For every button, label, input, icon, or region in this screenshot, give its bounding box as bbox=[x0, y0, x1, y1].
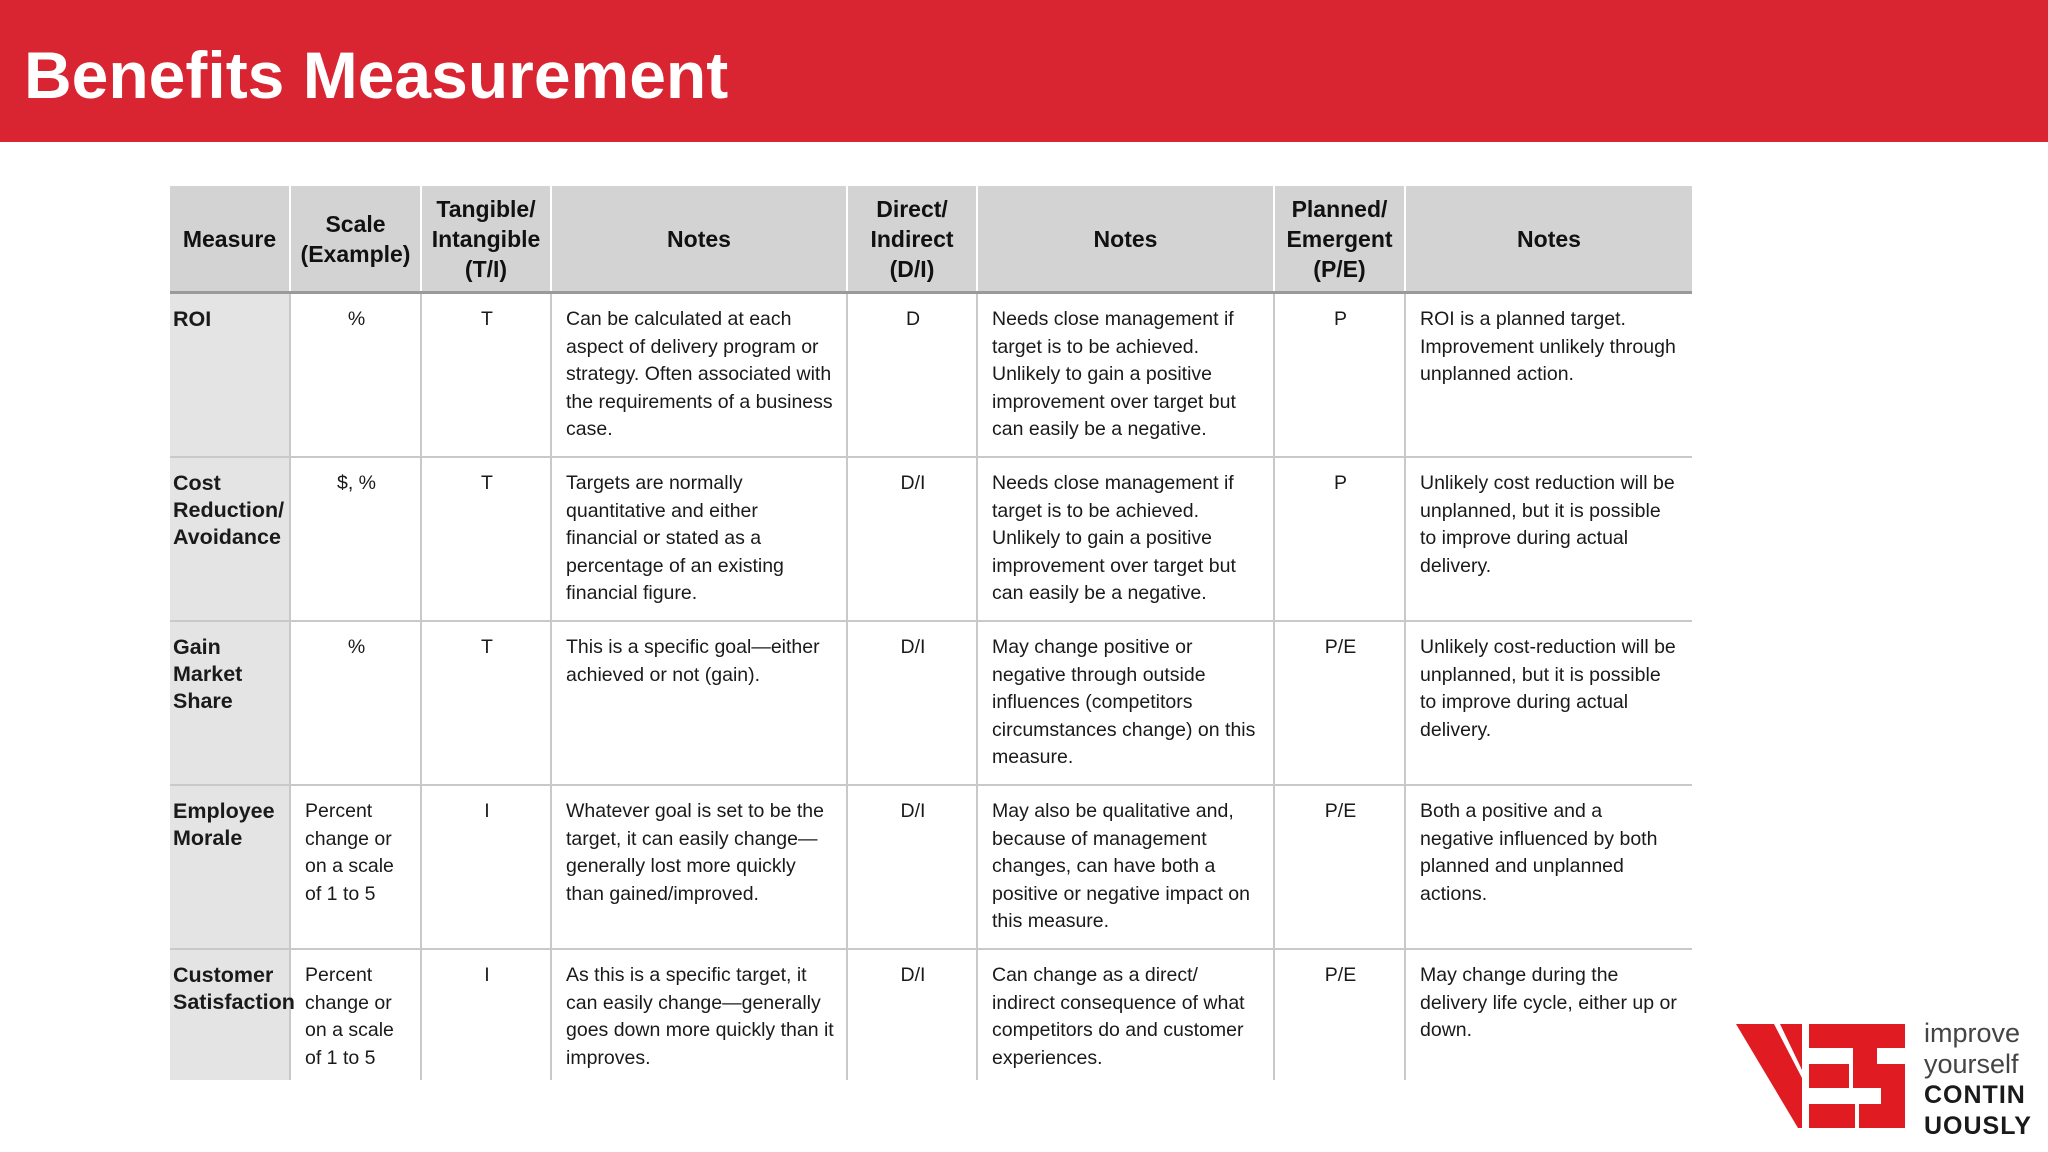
tangible-cell: T bbox=[421, 293, 551, 458]
benefits-table bbox=[170, 186, 1692, 1080]
column-header-measure: Measure bbox=[170, 186, 290, 293]
planned-cell: P bbox=[1274, 457, 1405, 621]
column-header-notes-3: Notes bbox=[1405, 186, 1692, 293]
notes-cell: This is a specific goal—either achieved or not (gain). bbox=[551, 621, 847, 785]
page-title: Benefits Measurement bbox=[24, 38, 729, 112]
notes-cell: May change during the delivery life cycle, either up or down. bbox=[1405, 949, 1692, 1080]
notes-cell: May also be qualitative and, because of management changes, can have both a positive or negative impact on this measure. bbox=[977, 785, 1274, 949]
notes-cell: Targets are normally quantitative and either financial or stated as a percentage of an existing financial figure. bbox=[551, 457, 847, 621]
notes-cell: Can change as a direct/ indirect consequence of what competitors do and customer experiences. bbox=[977, 949, 1274, 1080]
notes-cell: ROI is a planned target. Improvement unlikely through unplanned action. bbox=[1405, 293, 1692, 458]
direct-cell: D/I bbox=[847, 621, 977, 785]
column-header-tangible-intangible: Tangible/ Intangible (T/I) bbox=[421, 186, 551, 293]
tangible-cell: T bbox=[421, 621, 551, 785]
measure-cell: Gain Market Share bbox=[170, 621, 290, 785]
logo-e-bar-mid bbox=[1809, 1064, 1849, 1088]
measure-cell: Customer Satisfaction bbox=[170, 949, 290, 1080]
notes-cell: Whatever goal is set to be the target, it can easily change—generally lost more quickly than gained/improved. bbox=[551, 785, 847, 949]
direct-cell: D/I bbox=[847, 785, 977, 949]
table-header-row bbox=[170, 186, 1692, 293]
planned-cell: P/E bbox=[1274, 785, 1405, 949]
logo-e-bar-bottom bbox=[1809, 1104, 1855, 1128]
title-bar bbox=[0, 0, 2048, 142]
scale-cell: Percent change or on a scale of 1 to 5 bbox=[290, 949, 421, 1080]
notes-cell: Can be calculated at each aspect of delivery program or strategy. Often associated with the requirements of a business case. bbox=[551, 293, 847, 458]
logo-e-bar-top bbox=[1809, 1024, 1855, 1048]
table-row bbox=[170, 621, 1692, 785]
notes-cell: Unlikely cost-reduction will be unplanned, but it is possible to improve during actual delivery. bbox=[1405, 621, 1692, 785]
table-row bbox=[170, 949, 1692, 1080]
column-header-notes-1: Notes bbox=[551, 186, 847, 293]
column-header-notes-2: Notes bbox=[977, 186, 1274, 293]
notes-cell: Needs close management if target is to be achieved. Unlikely to gain a positive improvement over target but can easily be a negative. bbox=[977, 293, 1274, 458]
notes-cell: Needs close management if target is to be achieved. Unlikely to gain a positive improvement over target but can easily be a negative. bbox=[977, 457, 1274, 621]
tangible-cell: T bbox=[421, 457, 551, 621]
benefits-table-container bbox=[170, 186, 1692, 1080]
logo-text-uously: UOUSLY bbox=[1924, 1112, 2032, 1140]
table-row bbox=[170, 293, 1692, 458]
notes-cell: May change positive or negative through outside influences (competitors circumstances change) on this measure. bbox=[977, 621, 1274, 785]
direct-cell: D/I bbox=[847, 949, 977, 1080]
logo-text-improve: improve bbox=[1924, 1018, 2021, 1048]
notes-cell: Unlikely cost reduction will be unplanned, but it is possible to improve during actual delivery. bbox=[1405, 457, 1692, 621]
notes-cell: Both a positive and a negative influenced by both planned and unplanned actions. bbox=[1405, 785, 1692, 949]
tangible-cell: I bbox=[421, 949, 551, 1080]
direct-cell: D bbox=[847, 293, 977, 458]
planned-cell: P/E bbox=[1274, 949, 1405, 1080]
direct-cell: D/I bbox=[847, 457, 977, 621]
logo-s-bar-bottom bbox=[1859, 1104, 1905, 1128]
measure-cell: ROI bbox=[170, 293, 290, 458]
notes-cell: As this is a specific target, it can easily change—generally goes down more quickly than it improves. bbox=[551, 949, 847, 1080]
logo-text-yourself: yourself bbox=[1924, 1049, 2019, 1079]
planned-cell: P/E bbox=[1274, 621, 1405, 785]
logo-text-contin: CONTIN bbox=[1924, 1081, 2026, 1109]
logo-wordmark bbox=[1924, 1018, 2032, 1142]
scale-cell: $, % bbox=[290, 457, 421, 621]
table-row bbox=[170, 457, 1692, 621]
column-header-scale: Scale (Example) bbox=[290, 186, 421, 293]
planned-cell: P bbox=[1274, 293, 1405, 458]
column-header-direct-indirect: Direct/ Indirect (D/I) bbox=[847, 186, 977, 293]
scale-cell: Percent change or on a scale of 1 to 5 bbox=[290, 785, 421, 949]
table-row bbox=[170, 785, 1692, 949]
scale-cell: % bbox=[290, 293, 421, 458]
tangible-cell: I bbox=[421, 785, 551, 949]
column-header-planned-emergent: Planned/ Emergent (P/E) bbox=[1274, 186, 1405, 293]
measure-cell: Employee Morale bbox=[170, 785, 290, 949]
logo-s-bar-left bbox=[1853, 1024, 1877, 1076]
scale-cell: % bbox=[290, 621, 421, 785]
measure-cell: Cost Reduction/ Avoidance bbox=[170, 457, 290, 621]
